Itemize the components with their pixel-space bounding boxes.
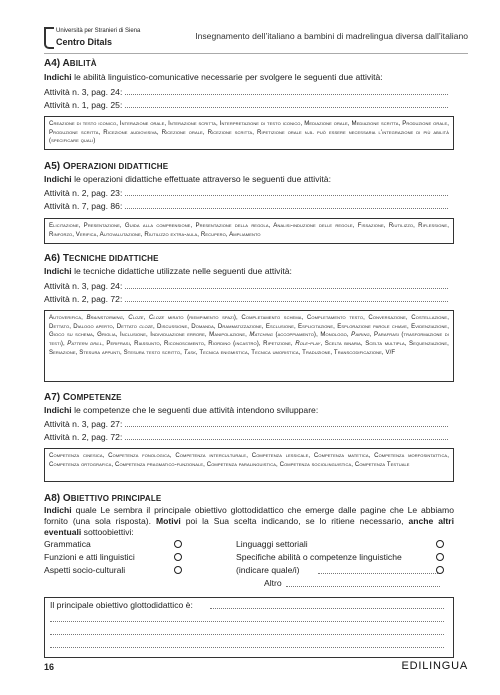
- option-specifiche-label: Specifiche abilità o competenze linguistiche: [236, 552, 402, 562]
- option-indicare-label: (indicare quale/i): [236, 565, 300, 575]
- options-box-a5: Elicitazione, Presentazione, Guida alla comprensione, Presentazione della regola, Analisi-induzione delle regole, Fissazione, Riutilizzo, Riflessione, Rinforzo, Verifica, Autovalutazione, Riutilizzo extra-aula, Recupero, Ampliamento: [44, 218, 454, 244]
- answer-line-a6-2[interactable]: Attività n. 2, pag. 72:: [44, 293, 448, 305]
- header-rule: [44, 53, 468, 54]
- option-specifiche-radio[interactable]: [436, 553, 444, 561]
- logo-university: Università per Stranieri di Siena: [56, 28, 141, 34]
- answer-line-a5-1[interactable]: Attività n. 2, pag. 23:: [44, 187, 448, 199]
- answer-line-a4-1[interactable]: Attività n. 3, pag. 24:: [44, 86, 448, 98]
- options-box-a6: Autoverifica, Brainstorming, Cloze, Cloze mirato (riempimento spazi), Completamento schema, Completamento testo, Conversazione, Costellazione, Dettato, Dialogo aperto, Dettato cloze, Discussione, Domanda, Drammatizzazione, Esclusione, Esplicitazione, Esplorazione parole chiave, Evidenziazione, Gioco su schema, Griglia, Inclusione, Individuazione errore, Manipolazione, Matching (accoppiamento), Monologo, Pairing, Parafrasi (trasformazione di testi), Pattern drill, Perifrasi, Riassunto, Riconoscimento, Riordino (incastro), Ripetizione, Role-play, Scelta binaria, Scelta multipla, Sequenziazione, Seriazione, Stesura appunti, Stesura testo scritto, Task, Tecnica enigmistica, Tecnica umoristica, Traduzione, Transcodificazione, V/F: [44, 310, 454, 382]
- objective-line-4[interactable]: [50, 647, 444, 648]
- section-title-a7: A7) COMPETENZE: [44, 392, 122, 403]
- answer-line-a7-2[interactable]: Attività n. 2, pag. 72:: [44, 431, 448, 443]
- section-title-a4: A4) ABILITÀ: [44, 58, 97, 69]
- option-funzioni-label: Funzioni e atti linguistici: [44, 552, 135, 562]
- section-title-a5: A5) OPERAZIONI DIDATTICHE: [44, 161, 169, 172]
- instruction-a5: Indichi le operazioni didattiche effettuate attraverso le seguenti due attività:: [44, 174, 331, 184]
- publisher-logo: EDILINGUA: [401, 660, 468, 672]
- option-funzioni-radio[interactable]: [174, 553, 182, 561]
- section-title-a6: A6) TECNICHE DIDATTICHE: [44, 253, 159, 264]
- option-linguaggi-label: Linguaggi settoriali: [236, 539, 308, 549]
- logo-centro: Centro Ditals: [56, 37, 113, 47]
- option-grammatica-radio[interactable]: [174, 540, 182, 548]
- answer-line-a6-1[interactable]: Attività n. 3, pag. 24:: [44, 280, 448, 292]
- instruction-a8: Indichi quale Le sembra il principale obiettivo glottodidattico che emerge dalle pagine che Le abbiamo fornito (una sola risposta). Motivi poi la Sua scelta indicando, se lo ritiene necessario, anche altri eventuali sottoobiettivi:: [44, 505, 454, 537]
- instruction-a7: Indichi le competenze che le seguenti due attività intendono sviluppare:: [44, 405, 319, 415]
- objective-label: Il principale obiettivo glottodidattico è:: [50, 600, 193, 610]
- options-box-a7: Competenza cinesica, Competenza fonologica, Competenza interculturale, Competenza lessicale, Competenza matetica, Competenza morfosintattica, Competenza ortografica, Competenza pragmatico-funzionale, Competenza paralinguistica, Competenza sociolinguistica, Competenza Testuale: [44, 448, 454, 482]
- objective-line-2[interactable]: [50, 621, 444, 622]
- option-grammatica-label: Grammatica: [44, 539, 91, 549]
- option-indicare-radio[interactable]: [436, 566, 444, 574]
- objective-line-1[interactable]: [210, 608, 444, 609]
- option-altro-line[interactable]: [286, 586, 440, 587]
- option-indicare-line[interactable]: [318, 573, 440, 574]
- page-number: 16: [44, 662, 55, 672]
- answer-line-a4-2[interactable]: Attività n. 1, pag. 25:: [44, 99, 448, 111]
- logo-mark: [44, 27, 54, 49]
- header-title: Insegnamento dell’italiano a bambini di madrelingua diversa dall’italiano: [195, 31, 468, 41]
- section-title-a8: A8) OBIETTIVO PRINCIPALE: [44, 493, 162, 504]
- instruction-a6: Indichi le tecniche didattiche utilizzate nelle seguenti due attività:: [44, 266, 292, 276]
- option-aspetti-label: Aspetti socio-culturali: [44, 565, 126, 575]
- option-altro-label: Altro: [264, 578, 282, 588]
- option-linguaggi-radio[interactable]: [436, 540, 444, 548]
- option-aspetti-radio[interactable]: [174, 566, 182, 574]
- answer-line-a7-1[interactable]: Attività n. 3, pag. 27:: [44, 418, 448, 430]
- objective-line-3[interactable]: [50, 634, 444, 635]
- answer-line-a5-2[interactable]: Attività n. 7, pag. 86:: [44, 200, 448, 212]
- instruction-a4: Indichi le abilità linguistico-comunicative necessarie per svolgere le seguenti due attività:: [44, 72, 383, 82]
- options-box-a4: Creazione di testo iconico, Interazione orale, Interazione scritta, Interpretazione di testo iconico, Mediazione orale, Mediazione scritta, Produzione orale, Produzione scritta, Ricezione audiovisiva, Ricezione orale, Ricezione scritta, Ripetizione orale n.b. può essere necessaria l'integrazione di più abilità (specificare quali): [44, 116, 454, 150]
